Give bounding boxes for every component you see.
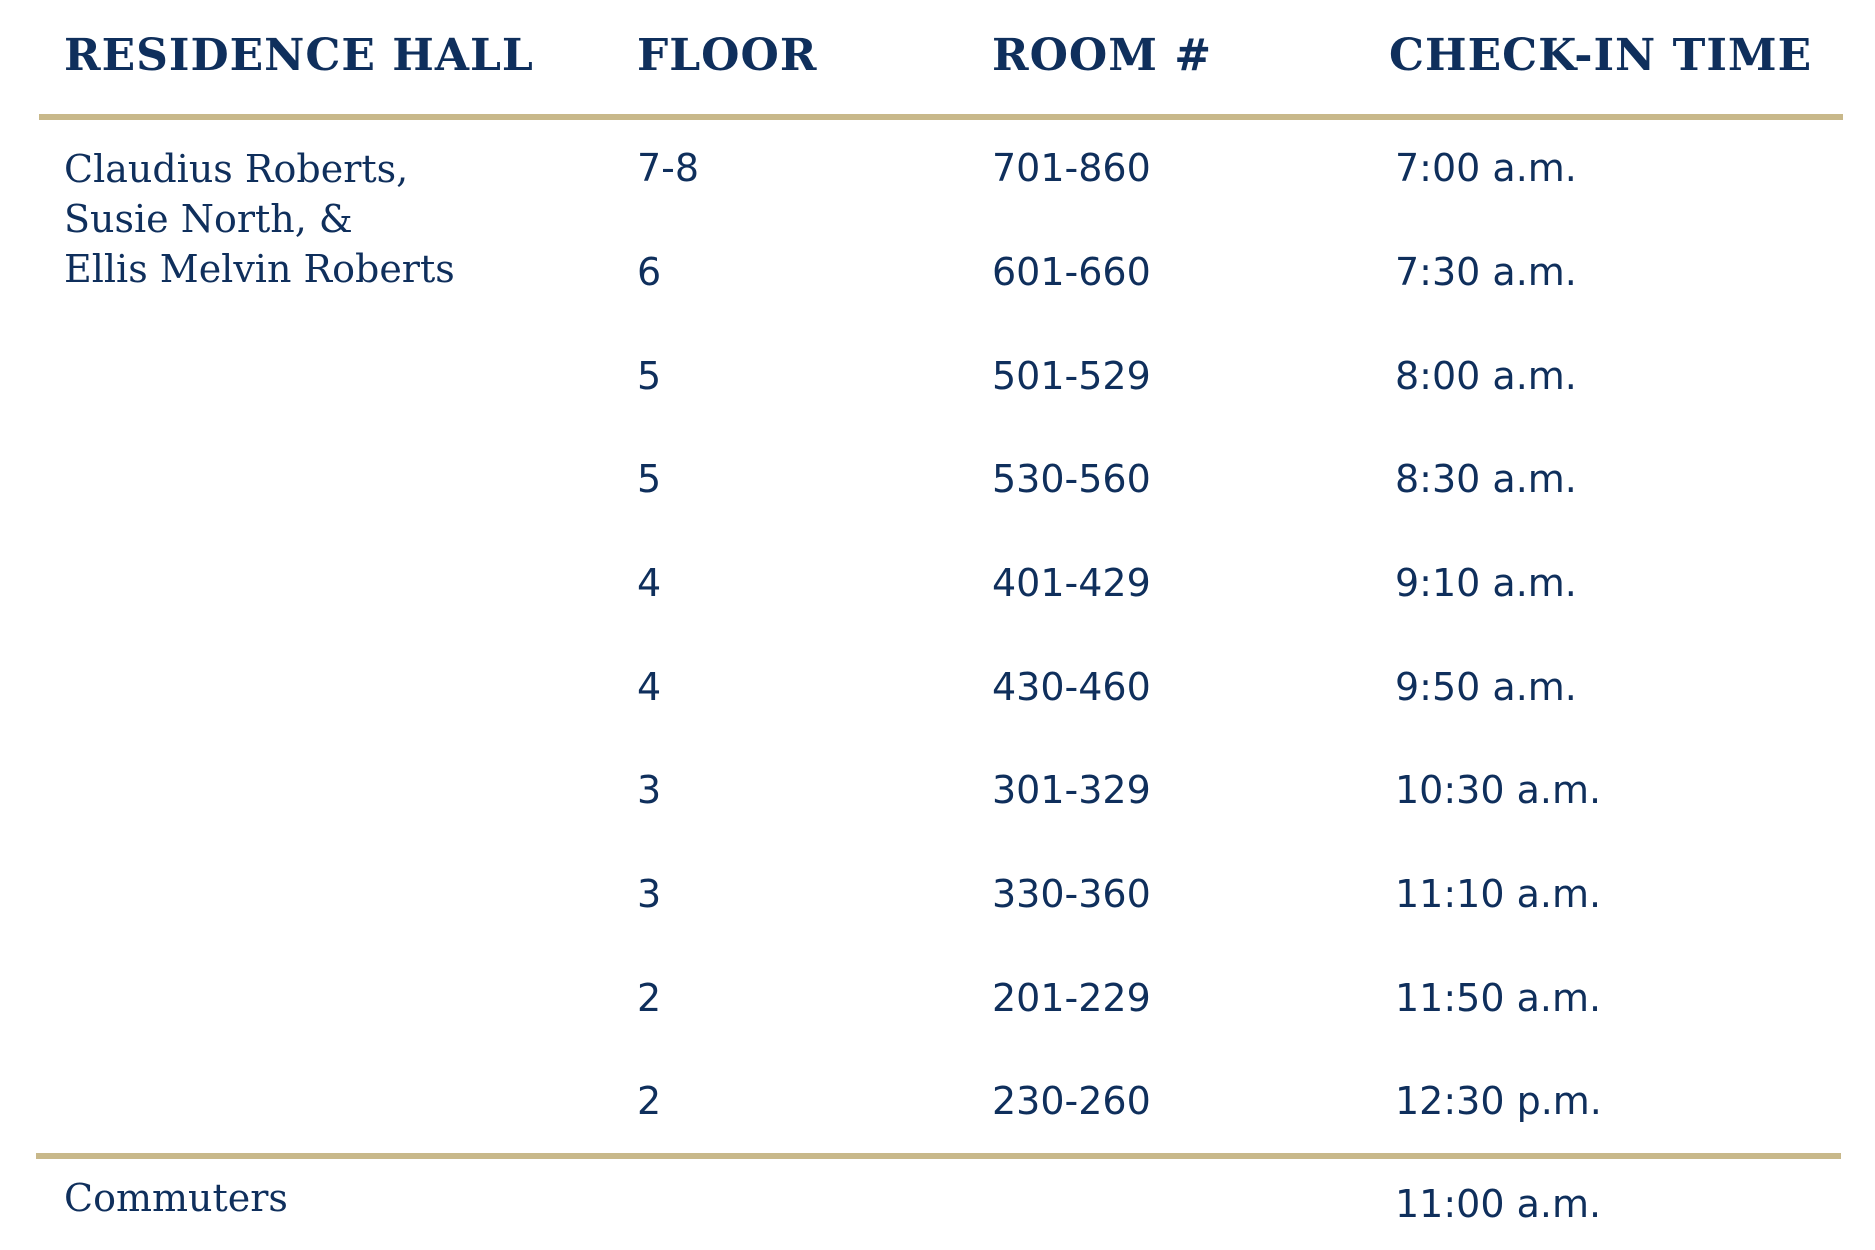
commuters-label: Commuters xyxy=(64,1176,288,1220)
room-cell: 301-329 xyxy=(992,768,1151,812)
time-cell: 11:10 a.m. xyxy=(1395,872,1602,916)
room-cell: 330-360 xyxy=(992,872,1151,916)
floor-cell: 7-8 xyxy=(637,146,700,190)
table-row xyxy=(0,246,1875,298)
floor-cell: 5 xyxy=(637,354,662,398)
floor-cell: 5 xyxy=(637,457,662,501)
table-row xyxy=(0,661,1875,713)
table-row xyxy=(0,142,1875,194)
table-row xyxy=(0,972,1875,1024)
time-cell: 8:00 a.m. xyxy=(1395,354,1577,398)
room-cell: 230-260 xyxy=(992,1079,1151,1123)
room-cell: 201-229 xyxy=(992,976,1151,1020)
hall-name-line: Susie North, & xyxy=(64,197,353,241)
header-divider xyxy=(39,114,1843,120)
time-cell: 12:30 p.m. xyxy=(1395,1079,1602,1123)
table-row xyxy=(0,1075,1875,1127)
table-row xyxy=(0,350,1875,402)
floor-cell: 6 xyxy=(637,250,662,294)
header-floor: FLOOR xyxy=(637,30,818,81)
room-cell: 501-529 xyxy=(992,354,1151,398)
commuters-time: 11:00 a.m. xyxy=(1395,1182,1602,1226)
time-cell: 8:30 a.m. xyxy=(1395,457,1577,501)
floor-cell: 3 xyxy=(637,872,662,916)
table-row xyxy=(0,557,1875,609)
header-check-in-time: CHECK-IN TIME xyxy=(1389,30,1813,81)
floor-cell: 4 xyxy=(637,665,662,709)
hall-name-line: Ellis Melvin Roberts xyxy=(64,247,455,291)
floor-cell: 2 xyxy=(637,976,662,1020)
floor-cell: 3 xyxy=(637,768,662,812)
table-row xyxy=(0,453,1875,505)
time-cell: 11:50 a.m. xyxy=(1395,976,1602,1020)
table-row xyxy=(0,868,1875,920)
table-header xyxy=(0,26,1875,86)
table-row xyxy=(0,764,1875,816)
floor-cell: 2 xyxy=(637,1079,662,1123)
room-cell: 701-860 xyxy=(992,146,1151,190)
room-cell: 601-660 xyxy=(992,250,1151,294)
floor-cell: 4 xyxy=(637,561,662,605)
commuters-divider xyxy=(36,1153,1841,1159)
header-residence-hall: RESIDENCE HALL xyxy=(64,30,534,81)
hall-name-line: Claudius Roberts, xyxy=(64,147,409,191)
header-room: ROOM # xyxy=(992,30,1213,81)
time-cell: 7:00 a.m. xyxy=(1395,146,1577,190)
time-cell: 9:10 a.m. xyxy=(1395,561,1577,605)
room-cell: 430-460 xyxy=(992,665,1151,709)
time-cell: 10:30 a.m. xyxy=(1395,768,1602,812)
time-cell: 7:30 a.m. xyxy=(1395,250,1577,294)
room-cell: 401-429 xyxy=(992,561,1151,605)
room-cell: 530-560 xyxy=(992,457,1151,501)
time-cell: 9:50 a.m. xyxy=(1395,665,1577,709)
